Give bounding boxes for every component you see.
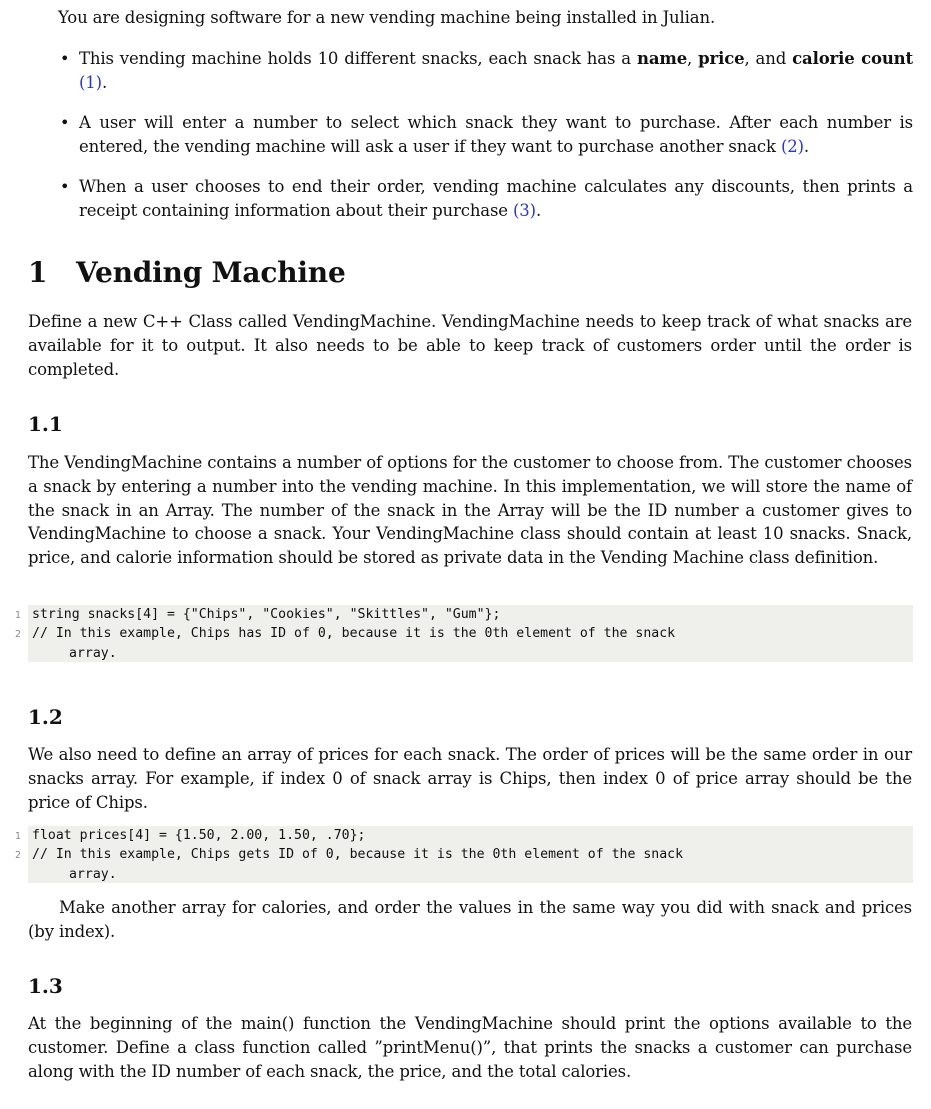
subsection-heading-1-2: 1.2	[28, 705, 63, 729]
bold-term-calorie-count: calorie count	[792, 49, 913, 68]
bullet-text: , and	[744, 49, 793, 68]
subsection-paragraph-1-2: We also need to define an array of prices for each snack. The order of prices will be the same order in our snacks array. For example, if index 0 of snack array is Chips, then index 0 of price array should be the price of Chips.	[28, 745, 912, 812]
code-text: // In this example, Chips has ID of 0, because it is the 0th element of the snack	[32, 626, 676, 642]
code-text: float prices[4] = {1.50, 2.00, 1.50, .70};	[32, 828, 366, 843]
code-text: // In this example, Chips gets ID of 0, because it is the 0th element of the snack	[32, 847, 684, 863]
bullet-text: When a user chooses to end their order, vending machine calculates any discounts, then prints a receipt containing information about their purchase	[79, 177, 913, 220]
subsection-paragraph-1-3: At the beginning of the main() function the VendingMachine should print the options available to the customer. Define a class function called ”printMenu()”, that prints the snacks a customer can purchase along with the ID number of each snack, the price, and the total calories.	[28, 1014, 912, 1081]
bullet-icon: •	[60, 49, 70, 68]
subsection-heading-1-3: 1.3	[28, 974, 63, 998]
calories-paragraph: Make another array for calories, and order the values in the same way you did with snack and prices (by index).	[28, 898, 912, 941]
section-heading	[28, 256, 346, 289]
list-item	[58, 111, 913, 159]
code-line-continuation: array.	[69, 866, 117, 882]
section-title: Vending Machine	[76, 256, 346, 289]
code-block-snacks	[14, 605, 913, 662]
subsection-paragraph-1-1: The VendingMachine contains a number of options for the customer to choose from. The customer chooses a snack by entering a number into the vending machine. In this implementation, we will store the name of the snack in an Array. The number of the snack in the Array will be the ID number a customer gives to VendingMachine to choose a snack. Your VendingMachine class should contain at least 10 snacks. Snack, price, and calorie information should be stored as private data in the Vending Machine class definition.	[28, 453, 912, 568]
list-item	[58, 175, 913, 223]
section-paragraph: Define a new C++ Class called VendingMachine. VendingMachine needs to keep track of what snacks are available for it to output. It also needs to be able to keep track of customers order until the order is completed.	[28, 312, 912, 379]
bullet-icon: •	[60, 113, 70, 133]
bullet-text: .	[803, 136, 809, 156]
bullet-text: .	[535, 200, 542, 220]
section-number: 1	[28, 256, 48, 289]
code-block-prices	[14, 826, 913, 883]
reference-link-3[interactable]: (3)	[513, 200, 536, 220]
code-line	[14, 605, 913, 624]
subsection-heading-1-1: 1.1	[28, 412, 63, 436]
line-number: 1	[14, 610, 21, 621]
code-line-continuation: array.	[69, 645, 117, 661]
code-text: string snacks[4] = {"Chips", "Cookies", "Skittles", "Gum"};	[32, 607, 501, 622]
code-line	[14, 826, 913, 845]
bullet-text: ,	[687, 49, 699, 68]
reference-link-1[interactable]: (1)	[79, 72, 102, 92]
line-number: 1	[14, 831, 21, 842]
line-number: 2	[14, 850, 21, 862]
list-item	[58, 47, 913, 95]
line-number: 2	[14, 629, 21, 641]
code-line	[14, 845, 913, 864]
bold-term-price: price	[698, 49, 745, 68]
bullet-text: This vending machine holds 10 different snacks, each snack has a	[79, 49, 637, 68]
code-line	[14, 624, 913, 643]
bullet-text: .	[101, 72, 108, 92]
reference-link-2[interactable]: (2)	[780, 136, 804, 156]
bold-term-name: name	[637, 49, 688, 68]
bullet-icon: •	[60, 177, 70, 197]
intro-paragraph: You are designing software for a new vending machine being installed in Julian.	[58, 8, 716, 27]
bullet-text: A user will enter a number to select which snack they want to purchase. After each number is entered, the vending machine will ask a user if they want to purchase another snack	[79, 113, 913, 156]
requirements-list	[58, 47, 913, 239]
